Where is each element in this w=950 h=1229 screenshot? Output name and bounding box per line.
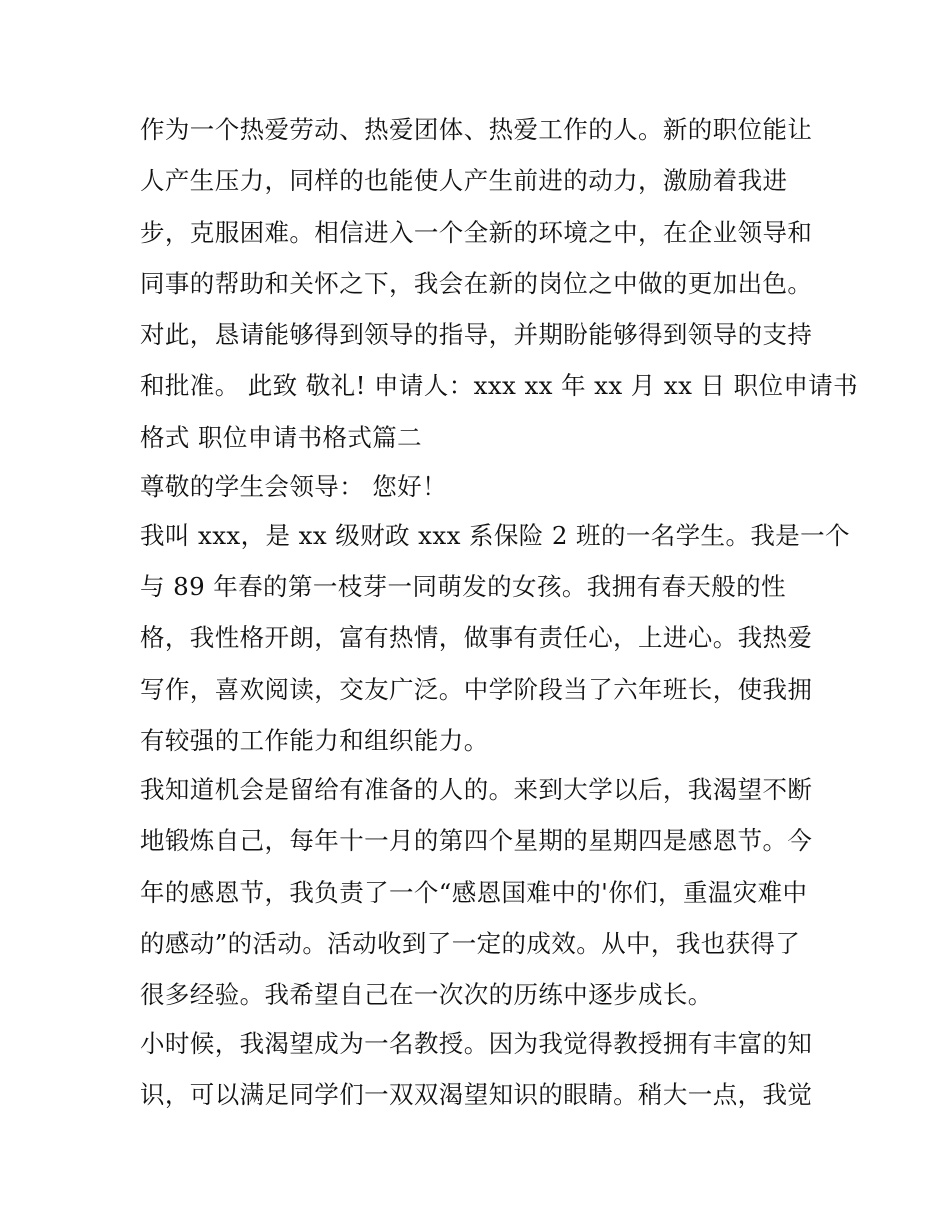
text-line: 同事的帮助和关怀之下，我会在新的岗位之中做的更加出色。 (140, 268, 813, 298)
text-line: 识，可以满足同学们一双双渴望知识的眼睛。稍大一点，我觉 (140, 1080, 813, 1110)
text-line: 地锻炼自己，每年十一月的第四个星期的星期四是感恩节。今 (140, 826, 813, 856)
text-line: 有较强的工作能力和组织能力。 (140, 725, 489, 755)
text-line: 步，克服困难。相信进入一个全新的环境之中，在企业领导和 (140, 217, 813, 247)
text-line: 与 89 年春的第一枝芽一同萌发的女孩。我拥有春天般的性 (140, 572, 786, 602)
text-line: 格式 职位申请书格式篇二 (140, 422, 423, 452)
text-line: 写作，喜欢阅读，交友广泛。中学阶段当了六年班长，使我拥 (140, 674, 813, 704)
text-line: 对此，恳请能够得到领导的指导，并期盼能够得到领导的支持 (140, 320, 813, 350)
text-line: 作为一个热爱劳动、热爱团体、热爱工作的人。新的职位能让 (140, 115, 813, 144)
text-line: 小时候，我渴望成为一名教授。因为我觉得教授拥有丰富的知 (140, 1029, 813, 1059)
text-line: 人产生压力，同样的也能使人产生前进的动力，激励着我进 (140, 166, 788, 196)
text-line: 年的感恩节，我负责了一个“感恩国难中的'你们，重温灾难中 (140, 877, 808, 907)
text-line: 我叫 xxx，是 xx 级财政 xxx 系保险 2 班的一名学生。我是一个 (140, 520, 850, 550)
text-line: 的感动”的活动。活动收到了一定的成效。从中，我也获得了 (140, 928, 801, 958)
text-line: 很多经验。我希望自己在一次次的历练中逐步成长。 (140, 980, 713, 1010)
text-line: 和批准。 此致 敬礼! 申请人：xxx xx 年 xx 月 xx 日 职位申请书 (140, 371, 859, 401)
salutation-line: 尊敬的学生会领导： 您好！ (140, 471, 447, 501)
document-body (140, 104, 859, 1121)
text-line: 格，我性格开朗，富有热情，做事有责任心，上进心。我热爱 (140, 623, 813, 653)
text-line: 我知道机会是留给有准备的人的。来到大学以后，我渴望不断 (140, 774, 813, 804)
